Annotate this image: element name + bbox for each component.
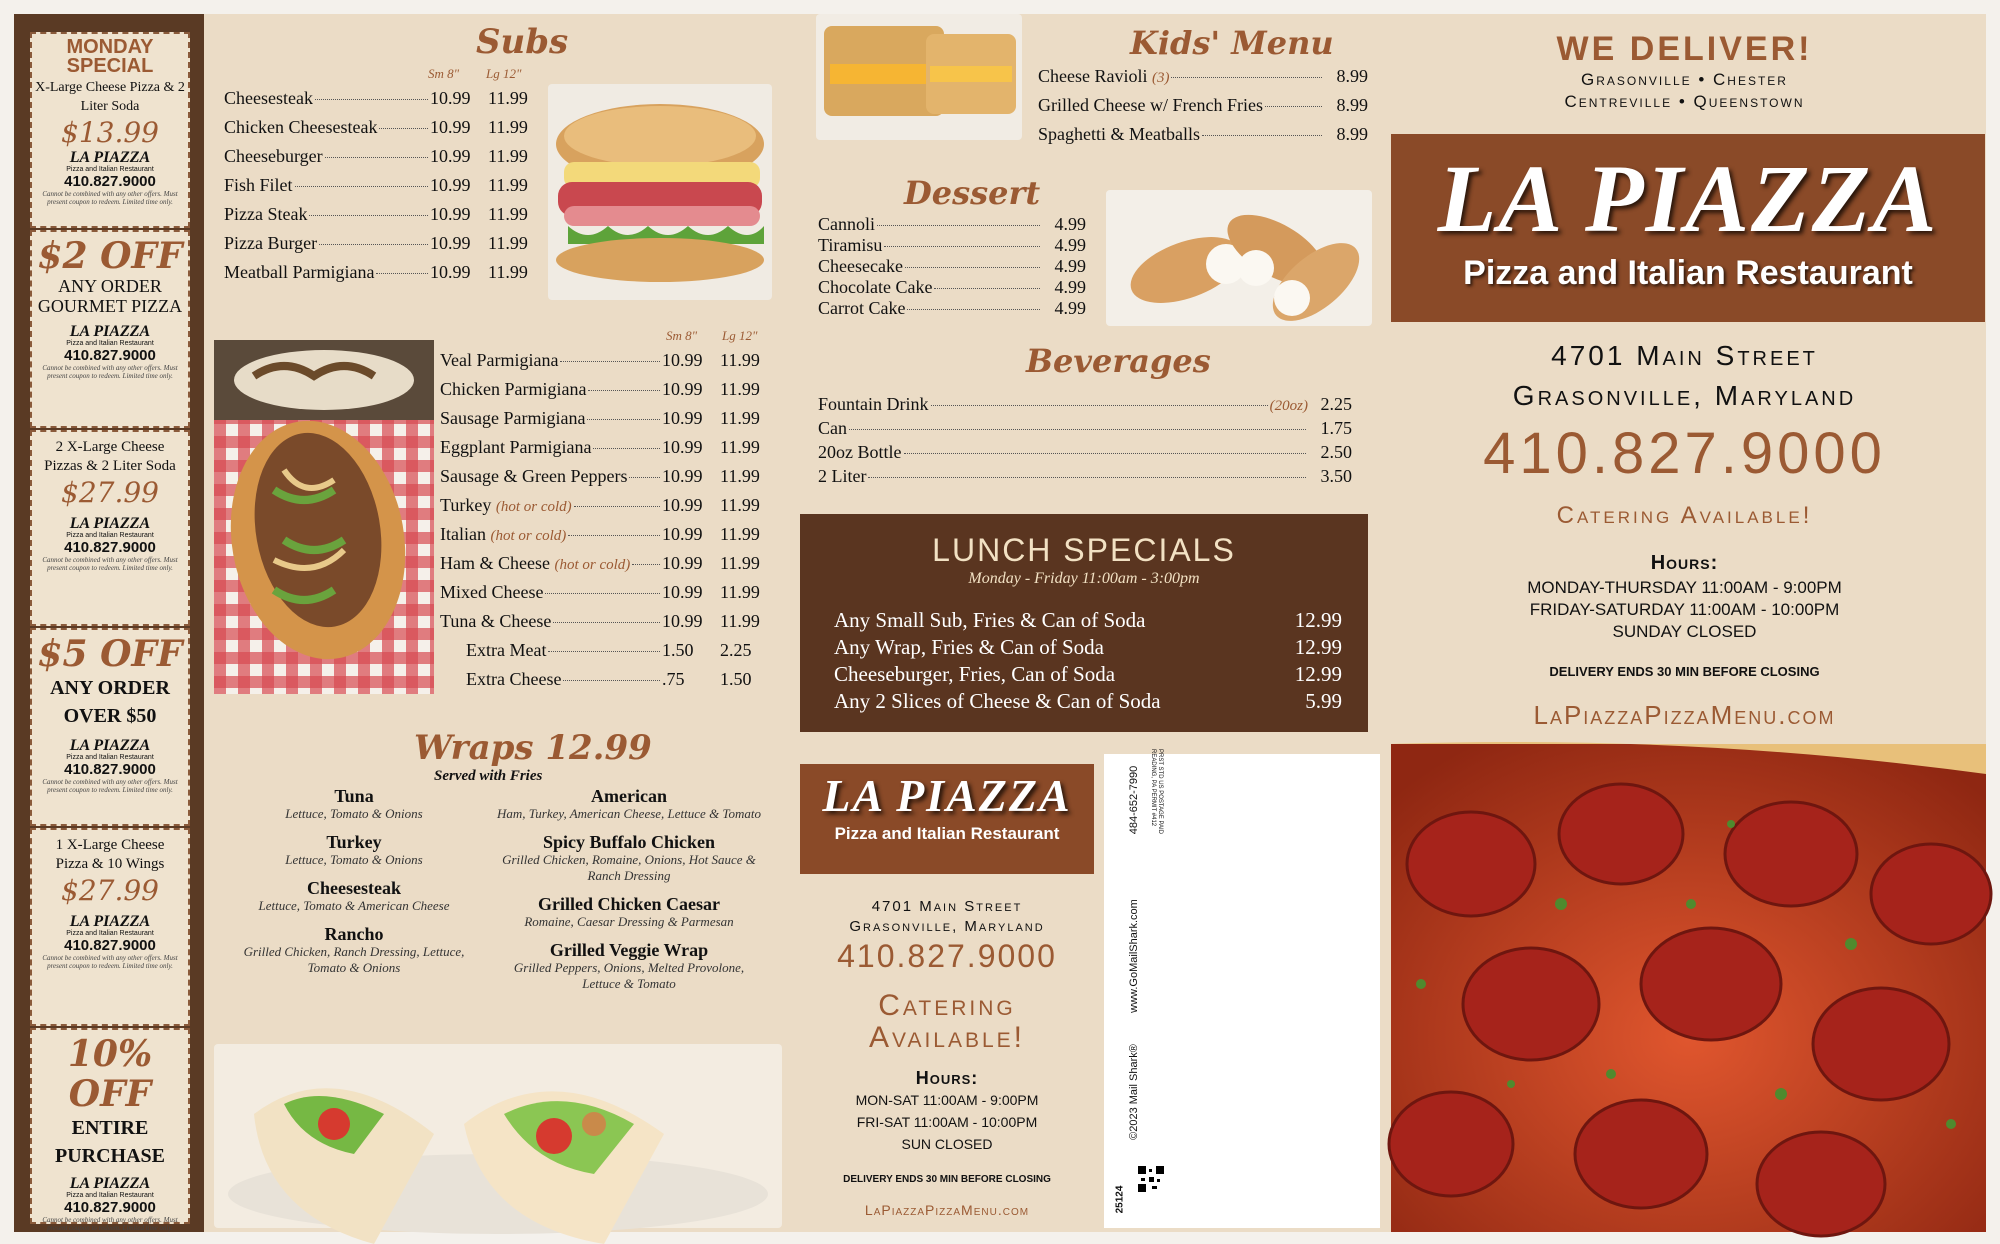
beverages-title: Beverages [1026, 342, 1211, 380]
cannoli-image [1106, 190, 1372, 326]
dot-leader [849, 429, 1306, 430]
dot-leader [309, 215, 428, 216]
coupon-phone: 410.827.9000 [64, 1199, 156, 1216]
menu-item [224, 146, 544, 175]
menu-item-name: Carrot Cake [818, 298, 906, 318]
dot-leader [629, 477, 660, 478]
postal-site: www.GoMailShark.com [1128, 899, 1140, 1013]
mailer-phone[interactable]: 410.827.9000 [837, 938, 1057, 974]
dot-leader [563, 680, 660, 681]
coupon-brand-sub: Pizza and Italian Restaurant [66, 754, 154, 761]
menu-item-price: 8.99 [1336, 95, 1368, 115]
menu-item-price: 4.99 [1054, 277, 1086, 297]
wraps-subtitle: Served with Fries [434, 768, 543, 784]
menu-item-name: Extra Meat [466, 640, 547, 660]
mailer-hours-0: MON-SAT 11:00AM - 9:00PM [855, 1092, 1039, 1108]
menu-item [440, 466, 776, 495]
menu-item-name: Can [818, 418, 847, 438]
coupon-xlarge-wings[interactable] [30, 828, 190, 1026]
cover-hours-title: Hours: [1650, 552, 1719, 574]
menu-item-name: Meatball Parmigiana [224, 262, 375, 282]
price-small: 10.99 [430, 233, 471, 253]
wraps-image [214, 1044, 782, 1228]
menu-panel-subs [204, 14, 786, 1232]
price-small: .75 [662, 669, 685, 689]
menu-item [224, 88, 544, 117]
mailer-delivery-note: DELIVERY ENDS 30 MIN BEFORE CLOSING [843, 1174, 1051, 1185]
dot-leader [934, 288, 1040, 289]
coupon-fineprint: Cannot be combined with any other offers. Must present coupon to redeem. Limited time only. [42, 1216, 178, 1232]
price-small: 10.99 [430, 262, 471, 282]
coupon-headline: MONDAY SPECIAL [66, 36, 154, 77]
wrap-description: Ham, Turkey, American Cheese, Lettuce & Tomato [497, 806, 761, 821]
beverages-list [818, 394, 1352, 490]
menu-item [818, 466, 1352, 490]
menu-item-price: 4.99 [1054, 235, 1086, 255]
menu-item-name: Cheesecake [818, 256, 903, 276]
coupon-10-off[interactable] [30, 1028, 190, 1232]
mailer-section [800, 764, 1094, 1232]
menu-item [1038, 124, 1368, 153]
price-large: 11.99 [488, 204, 528, 224]
price-small: 10.99 [662, 379, 703, 399]
cover-phone[interactable]: 410.827.9000 [1483, 421, 1886, 486]
coupon-fineprint: Cannot be combined with any other offers. Must present coupon to redeem. Limited time only. [42, 556, 178, 572]
wrap-name: Cheesesteak [307, 878, 401, 898]
menu-item [440, 437, 776, 466]
price-small: 10.99 [662, 495, 703, 515]
coupon-2-xlarge[interactable] [30, 430, 190, 626]
menu-item-price: 8.99 [1336, 124, 1368, 144]
sub-sandwich-image [548, 84, 772, 300]
price-small: 10.99 [662, 553, 703, 573]
cover-logo-sub: Pizza and Italian Restaurant [1463, 254, 1913, 292]
menu-item-name: Cheeseburger [224, 146, 323, 166]
menu-item-name: Eggplant Parmigiana [440, 437, 592, 457]
menu-item-name: Sausage & Green Peppers [440, 466, 628, 486]
postal-code: 25124 [1114, 1185, 1126, 1214]
cover-address1: 4701 Main Street [1551, 340, 1818, 371]
mailer-address1: 4701 Main Street [871, 898, 1023, 915]
postal-permit: PRST STD US POSTAGE PAID READING, PA PERMIT #412 [1150, 749, 1163, 835]
menu-item [818, 418, 1352, 442]
cover-catering: Catering Available! [1556, 502, 1813, 529]
price-large: 11.99 [488, 146, 528, 166]
coupon-description: ENTIRE PURCHASE [54, 1117, 165, 1167]
menu-item [818, 235, 1086, 256]
delivery-areas-2: Centreville • Queenstown [1564, 92, 1805, 111]
price-large: 11.99 [488, 88, 528, 108]
postal-phone: 484-652-7990 [1128, 765, 1140, 835]
menu-item-price: 4.99 [1054, 214, 1086, 234]
wrap-description: Lettuce, Tomato & Onions [285, 806, 423, 821]
cover-website[interactable]: LaPiazzaPizzaMenu.com [1533, 700, 1836, 730]
cover-hours-2: SUNDAY CLOSED [1612, 622, 1757, 641]
dot-leader [319, 244, 428, 245]
price-large: 11.99 [720, 553, 760, 573]
coupon-brand: LA PIAZZA [69, 515, 151, 532]
menu-item-name: Cheesesteak [224, 88, 313, 108]
menu-item [818, 394, 1352, 418]
menu-item-note: (hot or cold) [490, 528, 567, 544]
qr-code-icon [1138, 1166, 1164, 1192]
mailer-logo [800, 764, 1094, 874]
coupon-discount: 10% OFF [67, 1033, 153, 1115]
dot-leader [931, 405, 1268, 406]
coupon-phone: 410.827.9000 [64, 173, 156, 190]
dot-leader [884, 246, 1040, 247]
price-large: 11.99 [720, 495, 760, 515]
dot-leader [587, 419, 660, 420]
lunch-list [834, 608, 1342, 716]
lunch-item-price: 12.99 [1294, 608, 1342, 632]
menu-item-price: 4.99 [1054, 298, 1086, 318]
cheesesteak-image [214, 340, 434, 694]
mailer-catering: Catering Available! [868, 989, 1025, 1054]
mailer-hours-2: SUN CLOSED [901, 1136, 993, 1152]
menu-item [224, 233, 544, 262]
menu-item-name: Cannoli [818, 214, 875, 234]
coupon-fineprint: Cannot be combined with any other offers. Must present coupon to redeem. Limited time only. [42, 190, 178, 206]
menu-item [1038, 66, 1368, 95]
price-large: 11.99 [488, 175, 528, 195]
menu-item-name: Chocolate Cake [818, 277, 933, 297]
cover-hours-0: MONDAY-THURSDAY 11:00AM - 9:00PM [1527, 578, 1842, 597]
menu-item-name: Fountain Drink [818, 394, 929, 414]
menu-item-name: Chicken Cheesesteak [224, 117, 378, 137]
coupon-description: ANY ORDER GOURMET PIZZA [37, 276, 183, 316]
dot-leader [560, 361, 660, 362]
lunch-item-name: Any Wrap, Fries & Can of Soda [834, 635, 1104, 659]
menu-item-name: Pizza Burger [224, 233, 318, 253]
lunch-item [834, 635, 1342, 662]
lunch-item-name: Any Small Sub, Fries & Can of Soda [834, 608, 1146, 632]
price-large: 11.99 [720, 437, 760, 457]
dot-leader [553, 622, 660, 623]
dot-leader [868, 477, 1306, 478]
cover-address2: Grasonville, Maryland [1512, 380, 1857, 411]
price-large: 11.99 [488, 233, 528, 253]
wrap-description: Lettuce, Tomato & Onions [285, 852, 423, 867]
coupon-description: 2 X-Large Cheese Pizzas & 2 Liter Soda [44, 439, 176, 474]
dot-leader [593, 448, 660, 449]
wraps-title: Wraps 12.99 [414, 728, 652, 768]
menu-item [440, 669, 776, 698]
menu-item-price: 2.50 [1320, 442, 1352, 462]
delivery-areas-1: Grasonville • Chester [1581, 70, 1788, 89]
price-small: 10.99 [662, 524, 703, 544]
coupon-description: ANY ORDER OVER $50 [50, 677, 170, 727]
price-small: 10.99 [662, 582, 703, 602]
price-large: 11.99 [720, 466, 760, 486]
dot-leader [379, 128, 428, 129]
coupon-brand-sub: Pizza and Italian Restaurant [66, 166, 154, 173]
coupon-description: 1 X-Large Cheese Pizza & 10 Wings [55, 837, 165, 872]
wrap-name: Grilled Veggie Wrap [549, 940, 709, 960]
menu-item [224, 117, 544, 146]
dot-leader [295, 186, 428, 187]
menu-item-price: 2.25 [1320, 394, 1352, 414]
menu-item [440, 524, 776, 553]
lunch-item [834, 662, 1342, 689]
menu-item-name: Fish Filet [224, 175, 293, 195]
coupon-price: $27.99 [61, 874, 159, 907]
dot-leader [568, 535, 660, 536]
subs-col-lg: Lg 12" [486, 66, 522, 81]
wrap-name: Tuna [334, 786, 374, 806]
menu-item-name: Pizza Steak [224, 204, 308, 224]
price-large: 2.25 [720, 640, 752, 660]
dot-leader [1265, 106, 1322, 107]
menu-item-price: 4.99 [1054, 256, 1086, 276]
menu-item [818, 214, 1086, 235]
subs-col-sm: Sm 8" [428, 66, 460, 81]
price-small: 10.99 [430, 88, 471, 108]
subs-title: Subs [476, 22, 569, 62]
dot-leader [315, 99, 428, 100]
menu-item [440, 408, 776, 437]
wrap-description: Grilled Chicken, Ranch Dressing, Lettuce, Tomato & Onions [243, 944, 465, 975]
menu-item-name: Ham & Cheese (hot or cold) [440, 553, 631, 573]
coupon-brand-sub: Pizza and Italian Restaurant [66, 930, 154, 937]
menu-item [818, 298, 1086, 319]
menu-item-name: Tuna & Cheese [440, 611, 552, 631]
grilled-cheese-image [816, 14, 1022, 140]
price-large: 11.99 [720, 350, 760, 370]
menu-item [818, 277, 1086, 298]
coupon-monday-special[interactable] [30, 32, 190, 228]
mailer-website[interactable]: LaPiazzaPizzaMenu.com [864, 1202, 1030, 1218]
menu-item-name: Grilled Cheese w/ French Fries [1038, 95, 1263, 115]
coupon-fineprint: Cannot be combined with any other offers. Must present coupon to redeem. Limited time only. [42, 778, 178, 794]
postal-copyright: ©2023 Mail Shark® [1128, 1044, 1140, 1140]
wrap-name: Turkey [326, 832, 382, 852]
price-small: 10.99 [662, 611, 703, 631]
dot-leader [904, 453, 1307, 454]
wraps-right-column [494, 786, 764, 1002]
mailer-hours-1: FRI-SAT 11:00AM - 10:00PM [856, 1114, 1038, 1130]
lunch-item-price: 12.99 [1294, 662, 1342, 686]
menu-item [440, 379, 776, 408]
dessert-title: Dessert [904, 174, 1041, 212]
mailing-area [1104, 749, 1380, 1228]
menu-item [440, 582, 776, 611]
dessert-list [818, 214, 1086, 319]
coupon-price: $13.99 [61, 116, 159, 149]
coupon-2-off[interactable] [30, 230, 190, 428]
menu-item [440, 350, 776, 379]
coupon-brand: LA PIAZZA [69, 149, 151, 166]
menu-item [440, 553, 776, 582]
coupon-brand: LA PIAZZA [69, 1175, 151, 1192]
coupon-5-off[interactable] [30, 628, 190, 826]
dot-leader [877, 225, 1040, 226]
dot-leader [588, 390, 660, 391]
dot-leader [545, 593, 660, 594]
menu-item [1038, 95, 1368, 124]
wrap-name: American [591, 786, 667, 806]
mailer-logo-sub: Pizza and Italian Restaurant [834, 824, 1060, 843]
wrap-name: Rancho [324, 924, 384, 944]
menu-item-name: Cheese Ravioli (3) [1038, 66, 1170, 86]
kids-list [1038, 66, 1368, 153]
menu-item-name: Turkey (hot or cold) [440, 495, 572, 515]
menu-item-note: (hot or cold) [554, 557, 631, 573]
cover-panel [1383, 14, 1986, 1232]
mailer-logo-name: LA PIAZZA [822, 770, 1072, 821]
dot-leader [1171, 77, 1322, 78]
price-large: 11.99 [488, 262, 528, 282]
coupon-phone: 410.827.9000 [64, 761, 156, 778]
price-small: 10.99 [430, 117, 471, 137]
menu-item-name: Extra Cheese [466, 669, 562, 689]
menu-item [818, 256, 1086, 277]
coupon-strip [14, 14, 204, 1232]
coupon-brand: LA PIAZZA [69, 913, 151, 930]
subs-list [224, 88, 544, 291]
lunch-item [834, 608, 1342, 635]
lunch-subtitle: Monday - Friday 11:00am - 3:00pm [968, 570, 1200, 587]
menu-item-name: Mixed Cheese [440, 582, 544, 602]
dot-leader [574, 506, 660, 507]
lunch-title: LUNCH SPECIALS [932, 532, 1236, 568]
menu-item [440, 611, 776, 640]
menu-item-name: 20oz Bottle [818, 442, 902, 462]
menu-item-name: Chicken Parmigiana [440, 379, 587, 399]
menu-item [818, 442, 1352, 466]
lunch-specials-box [800, 514, 1368, 732]
menu-item-note: (hot or cold) [495, 499, 572, 515]
wrap-name: Spicy Buffalo Chicken [542, 832, 716, 852]
coupon-brand-sub: Pizza and Italian Restaurant [66, 1192, 154, 1199]
menu-item-name: Italian (hot or cold) [440, 524, 567, 544]
menu-item-name: Tiramisu [818, 235, 883, 255]
coupon-price: $27.99 [61, 476, 159, 509]
cover-logo [1391, 134, 1985, 322]
coupon-phone: 410.827.9000 [64, 937, 156, 954]
coupon-fineprint: Cannot be combined with any other offers. Must present coupon to redeem. Limited time only. [42, 954, 178, 970]
menu-item-price: 3.50 [1320, 466, 1352, 486]
menu-item-name: Spaghetti & Meatballs [1038, 124, 1200, 144]
menu-panel-kids-dessert [786, 14, 1383, 1232]
wrap-description: Grilled Peppers, Onions, Melted Provolone, Lettuce & Tomato [513, 960, 745, 991]
menu-item [224, 175, 544, 204]
kids-menu-title: Kids' Menu [1130, 24, 1334, 62]
dot-leader [376, 273, 428, 274]
lunch-item-name: Cheeseburger, Fries, Can of Soda [834, 662, 1116, 686]
menu-item-name: Veal Parmigiana [440, 350, 559, 370]
lunch-item-name: Any 2 Slices of Cheese & Can of Soda [834, 689, 1161, 713]
coupon-discount: $5 OFF [37, 633, 183, 675]
dot-leader [548, 651, 660, 652]
coupon-brand: LA PIAZZA [69, 737, 151, 754]
menu-item-price: 8.99 [1336, 66, 1368, 86]
price-large: 11.99 [720, 408, 760, 428]
price-small: 10.99 [662, 466, 703, 486]
pizza-image [1391, 744, 1986, 1232]
price-large: 11.99 [720, 582, 760, 602]
subs2-col-lg: Lg 12" [722, 328, 758, 343]
wrap-description: Lettuce, Tomato & American Cheese [258, 898, 450, 913]
price-large: 1.50 [720, 669, 752, 689]
price-small: 1.50 [662, 640, 694, 660]
coupon-brand-sub: Pizza and Italian Restaurant [66, 532, 154, 539]
we-deliver-title: WE DELIVER! [1556, 30, 1813, 68]
lunch-item [834, 689, 1342, 716]
wraps-left-column [224, 786, 484, 986]
price-large: 11.99 [720, 379, 760, 399]
wrap-name: Grilled Chicken Caesar [538, 894, 720, 914]
dot-leader [907, 309, 1040, 310]
wrap-description: Romaine, Caesar Dressing & Parmesan [524, 914, 734, 929]
price-small: 10.99 [430, 146, 471, 166]
price-small: 10.99 [430, 175, 471, 195]
coupon-brand: LA PIAZZA [69, 323, 151, 340]
coupon-phone: 410.827.9000 [64, 347, 156, 364]
lunch-item-price: 5.99 [1305, 689, 1342, 713]
menu-item [440, 640, 776, 669]
dot-leader [632, 564, 660, 565]
menu-item-note: (3) [1151, 70, 1170, 86]
dot-leader [905, 267, 1040, 268]
menu-item [224, 204, 544, 233]
coupon-brand-sub: Pizza and Italian Restaurant [66, 340, 154, 347]
mailer-hours-title: Hours: [915, 1068, 979, 1088]
dot-leader [325, 157, 428, 158]
menu-item-note: (20oz) [1269, 398, 1308, 414]
dot-leader [1202, 135, 1322, 136]
cover-hours-1: FRIDAY-SATURDAY 11:00AM - 10:00PM [1529, 600, 1840, 619]
coupon-discount: $2 OFF [37, 235, 183, 277]
subs2-list [440, 350, 776, 698]
price-large: 11.99 [720, 524, 760, 544]
price-small: 10.99 [662, 350, 703, 370]
menu-item [224, 262, 544, 291]
menu-item-name: 2 Liter [818, 466, 867, 486]
price-large: 11.99 [488, 117, 528, 137]
cover-logo-name: LA PIAZZA [1437, 145, 1939, 252]
coupon-fineprint: Cannot be combined with any other offers. Must present coupon to redeem. Limited time only. [42, 364, 178, 380]
price-small: 10.99 [430, 204, 471, 224]
menu-item [440, 495, 776, 524]
subs2-col-sm: Sm 8" [666, 328, 698, 343]
menu-item-price: 1.75 [1320, 418, 1352, 438]
coupon-description: X-Large Cheese Pizza & 2 Liter Soda [35, 80, 185, 114]
lunch-item-price: 12.99 [1294, 635, 1342, 659]
menu-item-name: Sausage Parmigiana [440, 408, 586, 428]
coupon-phone: 410.827.9000 [64, 539, 156, 556]
price-small: 10.99 [662, 408, 703, 428]
mailer-address2: Grasonville, Maryland [849, 918, 1045, 935]
price-small: 10.99 [662, 437, 703, 457]
cover-delivery-note: DELIVERY ENDS 30 MIN BEFORE CLOSING [1549, 664, 1820, 679]
price-large: 11.99 [720, 611, 760, 631]
wrap-description: Grilled Chicken, Romaine, Onions, Hot Sauce & Ranch Dressing [502, 852, 756, 883]
